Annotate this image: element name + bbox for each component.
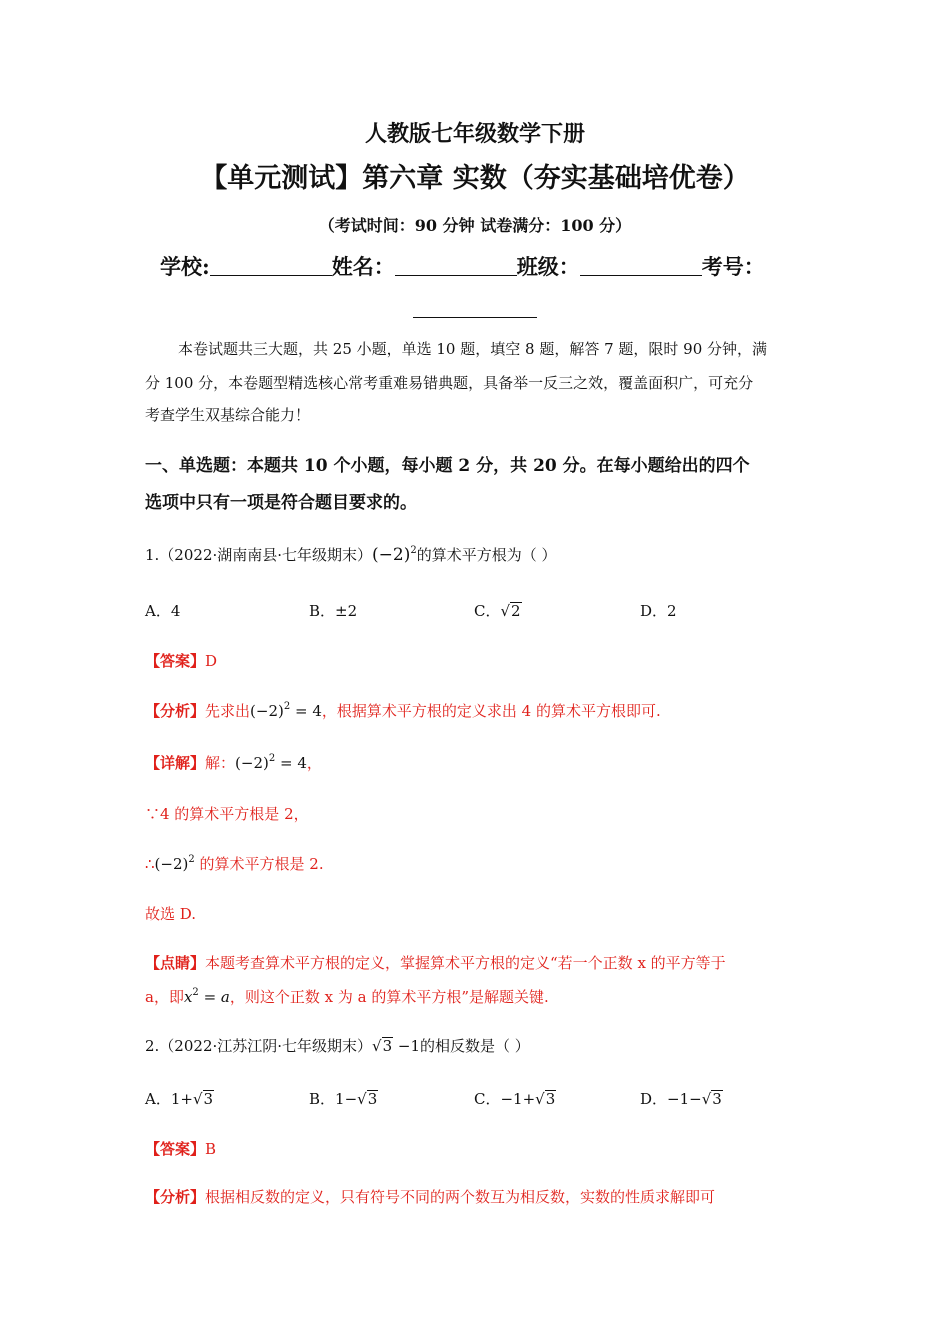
question-1-suffix: 的算术平方根为（ ） [416,546,557,564]
comment-tag: 【点睛】 [145,954,206,972]
intro-line-2: 分 100 分，本卷题型精选核心常考重难易错典题，具备举一反三之效，覆盖面积广，可充分 [145,374,754,392]
number-label: 考号： [701,254,765,279]
question-1-option-c[interactable]: C．√2 [474,602,521,620]
school-label: 学校: [160,254,210,279]
school-blank[interactable] [210,255,332,276]
question-1-expr: $(-2)^2$ [372,545,417,565]
question-1-prefix: 1.（2022·湖南南县·七年级期末） [145,546,373,564]
question-2-analysis: 【分析】根据相反数的定义，只有符号不同的两个数互为相反数，实数的性质求解即可 [145,1188,716,1206]
section-heading-line-1: 一、单选题：本题共 10 个小题，每小题 2 分，共 20 分。在每小题给出的四个 [145,456,750,476]
exam-info: （考试时间：90 分钟 试卷满分：100 分） [318,216,632,235]
intro-line-1: 本卷试题共三大题，共 25 小题，单选 10 题，填空 8 题，解答 7 题，限时 90 分钟，满 [178,340,768,358]
question-2-option-b[interactable]: B．1−√3 [309,1090,378,1108]
question-2-option-d[interactable]: D．−1−√3 [640,1090,722,1108]
question-1-option-b[interactable]: B．±2 [309,602,358,620]
answer-tag: 【答案】 [145,1140,206,1158]
question-2-option-c[interactable]: C．−1+√3 [474,1090,556,1108]
question-1-option-a[interactable]: A．4 [145,602,181,620]
answer-tag: 【答案】 [145,652,206,670]
name-blank[interactable] [395,255,517,276]
class-blank[interactable] [580,255,702,276]
question-1-comment-line-2: a，即$x^2 = a$，则这个正数 x 为 a 的算术平方根”是解题关键. [145,987,549,1006]
class-label: 班级： [516,254,580,279]
question-1-option-d[interactable]: D．2 [640,602,677,620]
question-1-detail: 【详解】解：$(-2)^2 = 4$， [145,753,322,772]
question-1-because: ∵4 的算术平方根是 2， [145,805,309,823]
number-blank[interactable] [413,299,537,318]
question-1-conclusion: 故选 D. [145,905,197,923]
document-title: 人教版七年级数学下册 [364,121,585,147]
question-2-answer: 【答案】B [145,1140,217,1158]
analysis-tag: 【分析】 [145,702,206,720]
detail-tag: 【详解】 [145,754,206,772]
question-2-stem [145,1035,530,1056]
section-heading-line-2: 选项中只有一项是符合题目要求的。 [145,493,417,513]
document-subtitle: 【单元测试】第六章 实数（夯实基础培优卷） [200,163,750,194]
question-1-comment-line-1: 【点睛】本题考查算术平方根的定义，掌握算术平方根的定义“若一个正数 x 的平方等于 [145,954,726,972]
question-2-option-a[interactable]: A．1+√3 [145,1090,214,1108]
analysis-tag: 【分析】 [145,1188,206,1206]
question-2-prefix: 2.（2022·江苏江阴·七年级期末） [145,1037,373,1055]
question-1-stem [145,544,557,565]
info-fields-row [160,251,765,281]
question-1-analysis: 【分析】先求出$(-2)^2 = 4$，根据算术平方根的定义求出 4 的算术平方根即可. [145,701,661,720]
question-2-suffix: 的相反数是（ ） [420,1037,530,1055]
name-label: 姓名： [331,254,395,279]
intro-line-3: 考查学生双基综合能力！ [145,406,311,424]
question-1-answer: 【答案】D [145,652,218,670]
question-2-expr: √3 −1 [372,1037,421,1055]
question-1-therefore: $\therefore(-2)^2$ 的算术平方根是 2. [145,854,324,873]
